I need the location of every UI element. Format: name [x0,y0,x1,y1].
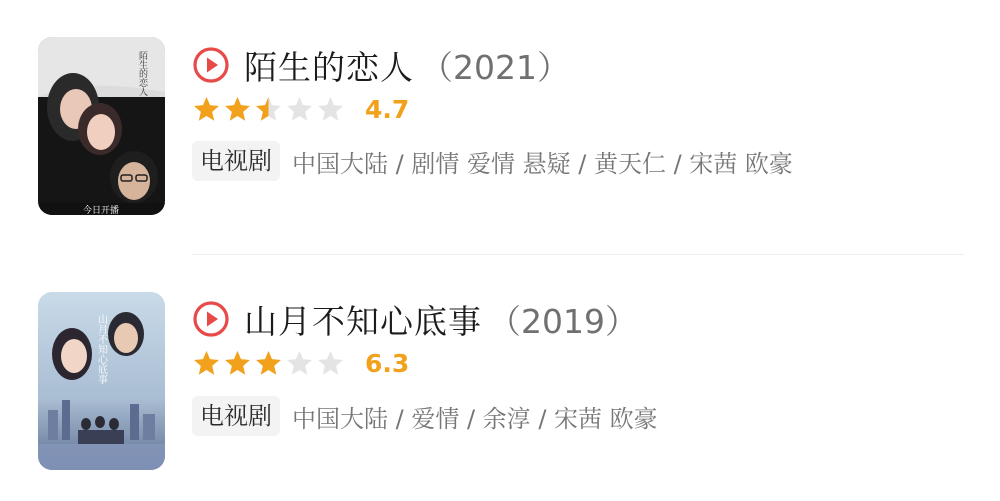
rating-row [192,345,409,381]
star-icon [254,349,283,378]
poster-caption: 今日开播 [82,206,120,215]
result-year: （2021） [420,47,570,87]
result-title[interactable]: 陌生的恋人 [244,47,414,87]
star-icon [316,349,345,378]
poster-title-art: 山月不知心底事 [95,314,107,384]
poster-title-art: 陌生的恋人 [137,51,147,96]
type-tag: 电视剧 [192,396,280,436]
rating-score: 6.3 [365,348,410,378]
poster-image[interactable] [38,292,165,470]
star-icon [192,349,221,378]
meta-info: 中国大陆 / 爱情 / 余淳 / 宋茜 欧豪 [292,404,658,433]
type-tag: 电视剧 [192,141,280,181]
play-icon[interactable] [192,300,230,338]
result-title[interactable]: 山月不知心底事 [244,301,482,341]
rating-score: 4.7 [365,94,410,124]
star-icon [223,349,252,378]
title-row[interactable] [192,295,638,343]
star-rating [192,349,345,378]
star-icon [285,349,314,378]
meta-row [192,395,658,437]
divider [192,254,964,255]
result-year: （2019） [488,301,638,341]
meta-info: 中国大陆 / 剧情 爱情 悬疑 / 黄天仁 / 宋茜 欧豪 [292,149,793,178]
